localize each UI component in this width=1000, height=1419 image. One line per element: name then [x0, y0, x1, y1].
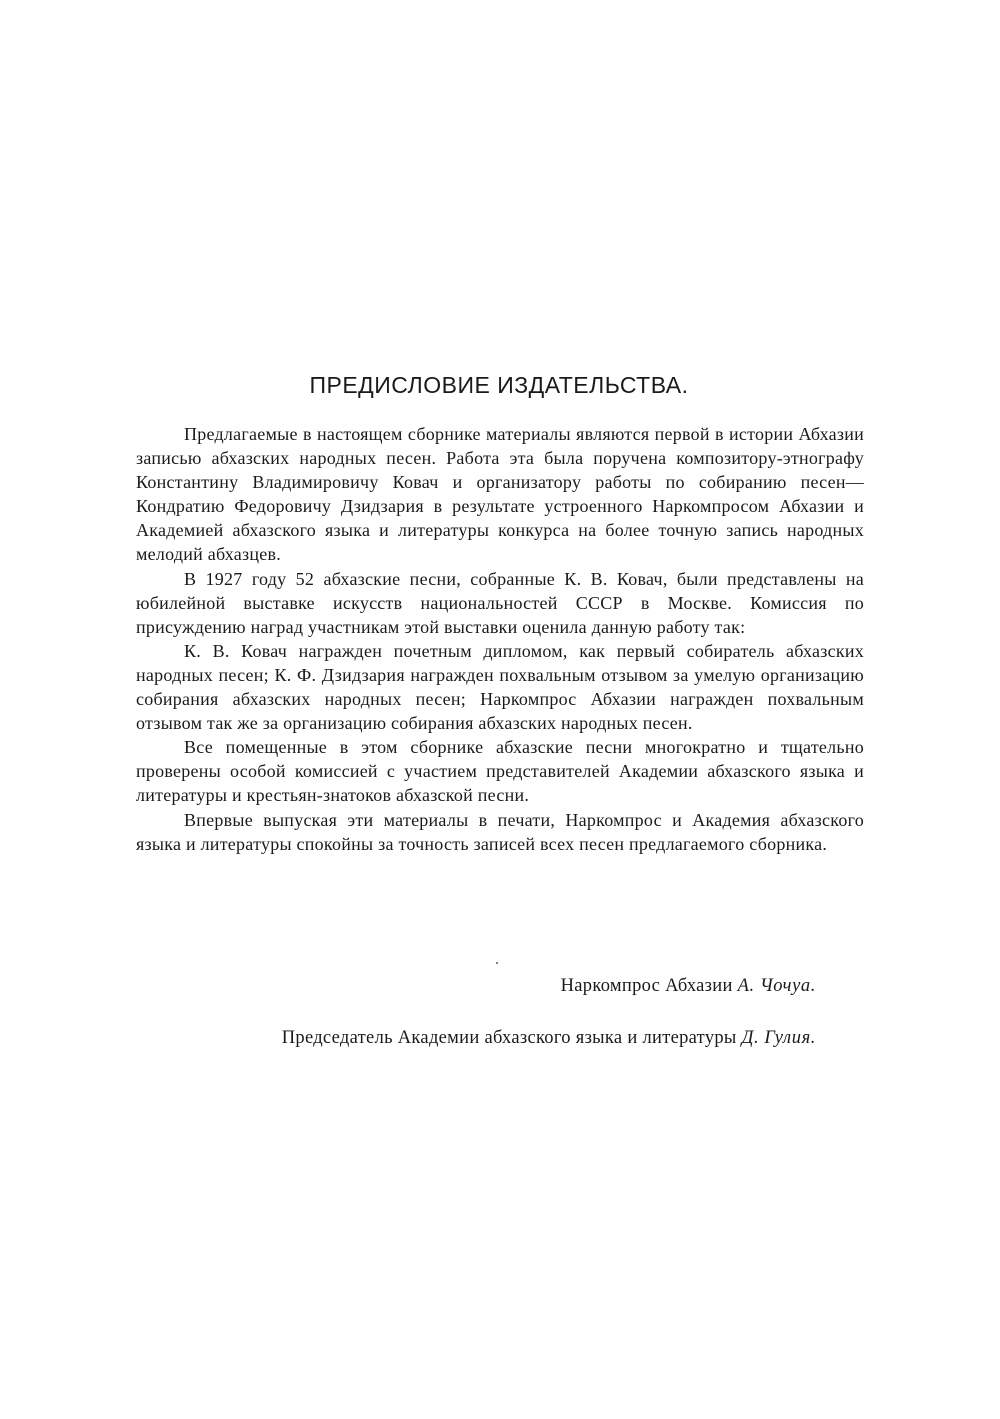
paragraph: Впервые выпуская эти материалы в печати, Наркомпрос и Академия абхазского языка и литературы спокойны за точность записей всех песен предлагаемого сборника.: [136, 809, 864, 854]
paragraph: В 1927 году 52 абхазские песни, собранные К. В. Ковач, были представлены на юбилейной выставке искусств национальностей СССР в Москве. Комиссия по присуждению наград участникам этой выставки оценила данную работу так:: [136, 568, 864, 637]
paragraph: К. В. Ковач награжден почетным дипломом, как первый собиратель абхазских народных песен; К. Ф. Дзидзария награжден похвальным отзывом за умелую организацию собирания абхазских народных песен; Наркомпрос Абхазии награжден похвальным отзывом так же за организацию собирания абхазских народных песен.: [136, 640, 864, 734]
signature-line: [136, 1025, 816, 1051]
signature-org: Наркомпрос Абхазии: [560, 976, 733, 996]
paragraph: Все помещенные в этом сборнике абхазские песни многократно и тщательно проверены особой комиссией с участием представителей Академии абхазского языка и литературы и крестьян-знатоков абхазской песни.: [136, 737, 864, 806]
print-speck: [496, 962, 498, 964]
signature-name: Д. Гулия.: [741, 1028, 816, 1048]
signature-name: А. Чочуа.: [737, 976, 816, 996]
signature-org: Председатель Академии абхазского языка и литературы: [281, 1028, 737, 1048]
page-title: ПРЕДИСЛОВИЕ ИЗДАТЕЛЬСТВА.: [309, 372, 689, 398]
preface-body: [136, 422, 864, 856]
signature-block: [136, 973, 816, 1051]
signature-line: [136, 973, 816, 999]
paragraph: Предлагаемые в настоящем сборнике материалы являются первой в истории Абхазии записью абхазских народных песен. Работа эта была поручена композитору-этнографу Константину Владимировичу Ковач и организатору работы по собиранию песен—Кондратию Федоровичу Дзидзария в результате устроенного Наркомпросом Абхазии и Академией абхазского языка и литературы конкурса на более точную запись народных мелодий абхазцев.: [136, 424, 864, 565]
